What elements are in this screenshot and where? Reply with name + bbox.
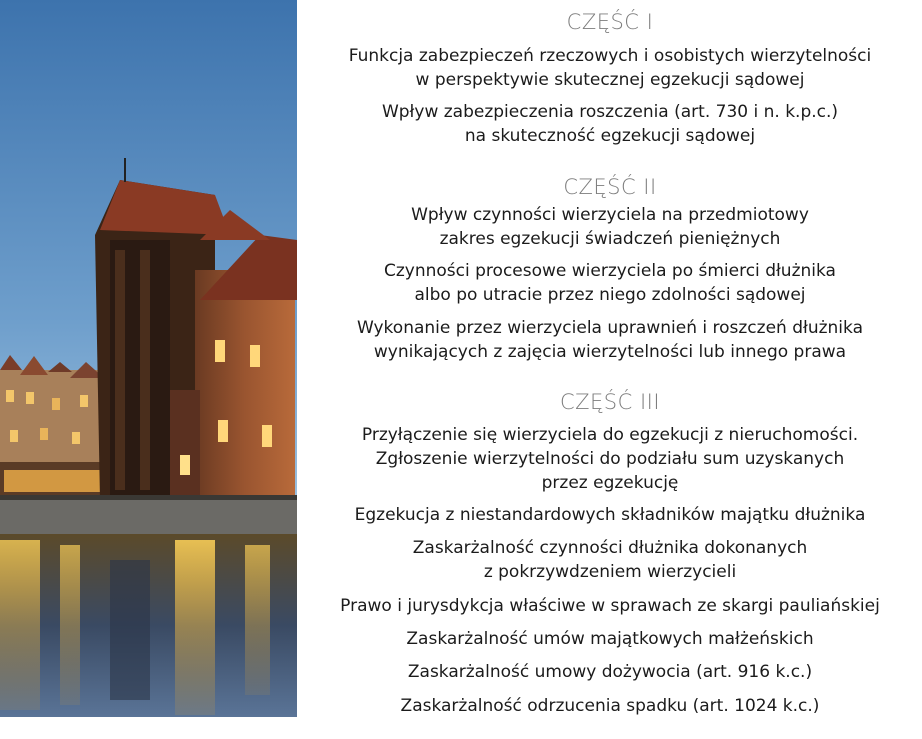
topic-2-2 [300, 259, 920, 307]
topic-line: przez egzekucję [541, 473, 679, 493]
topic-line: w perspektywie skutecznej egzekucji sądowej [415, 70, 805, 90]
part-heading-2: CZĘŚĆ II [563, 175, 657, 199]
topic-line: Prawo i jurysdykcja właściwe w sprawach ze skargi pauliańskiej [340, 596, 880, 616]
topic-3-5 [300, 627, 920, 651]
topic-line: Wpływ czynności wierzyciela na przedmiotowy [411, 205, 809, 225]
topic-3-7 [300, 694, 920, 718]
topic-line: Funkcja zabezpieczeń rzeczowych i osobistych wierzytelności [348, 46, 872, 66]
topic-line: Zaskarżalność umowy dożywocia (art. 916 k.c.) [407, 662, 813, 682]
topic-2-1 [300, 203, 920, 251]
topic-3-1 [300, 423, 920, 495]
topic-1-1 [300, 44, 920, 92]
part-heading-3: CZĘŚĆ III [559, 390, 661, 414]
gdansk-crane-photo [0, 0, 297, 717]
topic-3-4 [300, 594, 920, 618]
topic-line: na skuteczność egzekucji sądowej [464, 126, 756, 146]
topic-line: Przyłączenie się wierzyciela do egzekucji z nieruchomości. [361, 425, 859, 445]
table-of-contents [300, 0, 920, 739]
topic-line: Zgłoszenie wierzytelności do podziału sum uzyskanych [375, 449, 845, 469]
topic-line: Egzekucja z niestandardowych składników majątku dłużnika [354, 505, 866, 525]
topic-line: Zaskarżalność odrzucenia spadku (art. 1024 k.c.) [400, 696, 820, 716]
topic-line: z pokrzywdzeniem wierzycieli [483, 562, 737, 582]
part-heading-1: CZĘŚĆ I [566, 10, 654, 34]
topic-3-6 [300, 660, 920, 684]
topic-line: Zaskarżalność czynności dłużnika dokonanych [412, 538, 808, 558]
topic-line: Czynności procesowe wierzyciela po śmierci dłużnika [384, 261, 836, 281]
topic-1-2 [300, 100, 920, 148]
topic-2-3 [300, 316, 920, 364]
topic-line: Wykonanie przez wierzyciela uprawnień i roszczeń dłużnika [356, 318, 863, 338]
topic-line: Wpływ zabezpieczenia roszczenia (art. 730 i n. k.p.c.) [381, 102, 839, 122]
topic-line: Zaskarżalność umów majątkowych małżeńskich [406, 629, 814, 649]
topic-line: wynikających z zajęcia wierzytelności lub innego prawa [373, 342, 847, 362]
topic-line: zakres egzekucji świadczeń pieniężnych [439, 229, 781, 249]
topic-3-3 [300, 536, 920, 584]
townhouses [0, 355, 110, 500]
topic-line: albo po utracie przez niego zdolności sądowej [414, 285, 806, 305]
topic-3-2 [300, 503, 920, 527]
